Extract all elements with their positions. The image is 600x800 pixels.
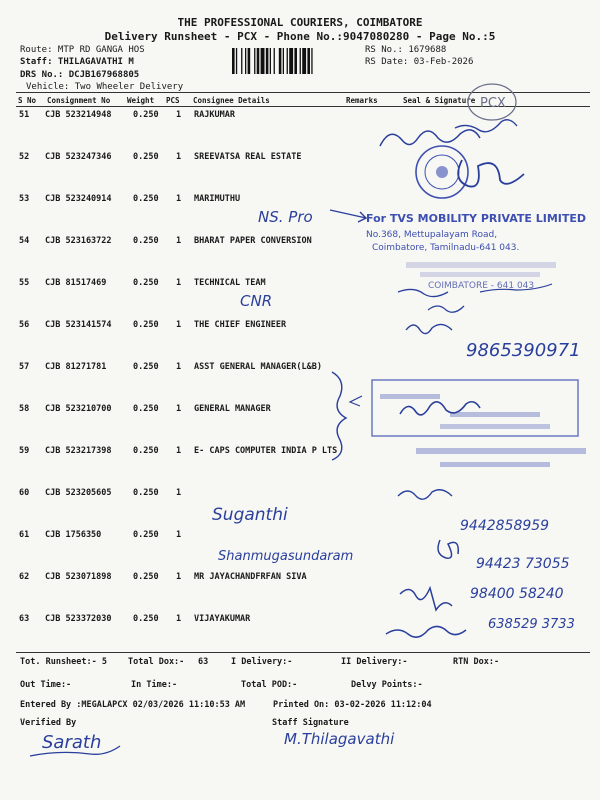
row-pcs: 1 [176,152,182,162]
row-consignment: CJB 523071898 [45,572,112,582]
row-sno: 58 [19,404,30,414]
signature-scribble [406,324,452,333]
row-weight: 0.250 [133,320,159,330]
vehicle-label: Vehicle: Two Wheeler Delivery [26,82,184,92]
row-consignment: CJB 523372030 [45,614,112,624]
signature-scribble [386,626,466,637]
phone-r61: 94423 73055 [476,556,570,572]
row-sno: 61 [19,530,30,540]
row-sno: 60 [19,488,30,498]
phone-r56: 9865390971 [466,340,581,361]
verified-signature: Sarath [42,732,102,753]
signature-scribble [380,130,480,146]
col-sno: S No [18,96,37,105]
i-delivery: I Delivery:- [231,657,293,667]
total-pod: Total POD:- [241,680,298,690]
signature-scribble [438,540,458,558]
bsnl-stamp [372,380,578,436]
row-sno: 54 [19,236,30,246]
name-suganthi: Suganthi [212,505,288,525]
row-pcs: 1 [176,278,182,288]
row-weight: 0.250 [133,614,159,624]
row-weight: 0.250 [133,236,159,246]
row-weight: 0.250 [133,278,159,288]
address-stamp [406,262,556,291]
tot-runsheet: Tot. Runsheet:- 5 [20,657,107,667]
row-pcs: 1 [176,446,182,456]
col-seal: Seal & Signature [403,96,476,105]
row-consignee: THE CHIEF ENGINEER [194,320,287,330]
row-consignment: CJB 1756350 [45,530,102,540]
ii-delivery: II Delivery:- [341,657,408,667]
col-consignment: Consignment No [47,96,111,105]
row-weight: 0.250 [133,362,159,372]
row-consignee: MARIMUTHU [194,194,241,204]
row-consignment: CJB 523240914 [45,194,112,204]
row-sno: 56 [19,320,30,330]
row-pcs: 1 [176,236,182,246]
col-consignee: Consignee Details [193,96,270,105]
printed-on: Printed On: 03-02-2026 11:12:04 [273,700,432,710]
round-seal [416,146,468,198]
phone-r60: 9442858959 [460,518,550,534]
tvs-stamp-line1: For TVS MOBILITY PRIVATE LIMITED [366,212,587,225]
row-sno: 55 [19,278,30,288]
staff-handwritten-signature: M.Thilagavathi [284,730,395,748]
in-time: In Time:- [131,680,178,690]
staff-label: Staff: THILAGAVATHI M [20,57,134,67]
route-label: Route: MTP RD GANGA HOS [20,45,145,55]
rs-date: RS Date: 03-Feb-2026 [365,57,474,67]
row-pcs: 1 [176,110,182,120]
row-sno: 51 [19,110,30,120]
remark-cnr: CNR [240,292,273,310]
signature-scribble [398,490,452,499]
tvs-stamp-line3: Coimbatore, Tamilnadu-641 043. [372,243,520,253]
phone-r63: 638529 3733 [488,617,575,632]
address-stamp-line: COIMBATORE - 641 043 [428,281,535,291]
col-remarks: Remarks [346,96,378,105]
row-sno: 52 [19,152,30,162]
signature-scribble [400,588,452,610]
row-consignee: SREEVATSA REAL ESTATE [194,152,302,162]
company-title: THE PROFESSIONAL COURIERS, COIMBATORE [177,16,423,29]
row-consignment: CJB 523247346 [45,152,112,162]
row-consignment: CJB 523163722 [45,236,112,246]
row-sno: 63 [19,614,30,624]
row-consignee: VIJAYAKUMAR [194,614,251,624]
row-pcs: 1 [176,320,182,330]
row-weight: 0.250 [133,152,159,162]
row-consignee: E- CAPS COMPUTER INDIA P LTS [194,446,338,456]
row-pcs: 1 [176,404,182,414]
verified-by-label: Verified By [20,718,77,728]
out-time: Out Time:- [20,680,72,690]
row-consignee: TECHNICAL TEAM [194,278,266,288]
row-pcs: 1 [176,362,182,372]
col-pcs: PCS [166,96,180,105]
arrow-mark [330,210,366,222]
row-pcs: 1 [176,614,182,624]
row-sno: 57 [19,362,30,372]
row-consignment: CJB 81517469 [45,278,107,288]
row-consignment: CJB 523214948 [45,110,112,120]
row-pcs: 1 [176,488,182,498]
ecaps-stamp [416,448,586,467]
row-weight: 0.250 [133,110,159,120]
remark-ns-pro: NS. Pro [258,208,313,226]
staff-signature-label: Staff Signature [272,718,349,728]
row-consignee: ASST GENERAL MANAGER(L&B) [194,362,322,372]
name-shanmugasundaram: Shanmugasundaram [218,549,354,564]
row-sno: 59 [19,446,30,456]
row-weight: 0.250 [133,488,159,498]
row-consignment: CJB 81271781 [45,362,107,372]
arrow-mark [350,396,362,406]
row-pcs: 1 [176,194,182,204]
runsheet-subtitle: Delivery Runsheet - PCX - Phone No.:9047080280 - Page No.:5 [104,30,496,43]
row-sno: 53 [19,194,30,204]
row-weight: 0.250 [133,446,159,456]
total-dox-label: Total Dox:- [128,657,185,667]
row-weight: 0.250 [133,194,159,204]
row-consignment: CJB 523217398 [45,446,112,456]
total-dox-value: 63 [198,657,209,667]
signature-scribble [428,306,464,312]
row-consignment: CJB 523210700 [45,404,112,414]
row-consignee: BHARAT PAPER CONVERSION [194,236,312,246]
delvy-points: Delvy Points:- [351,680,423,690]
pcx-stamp [468,84,516,120]
row-sno: 62 [19,572,30,582]
row-consignee: GENERAL MANAGER [194,404,271,414]
row-pcs: 1 [176,572,182,582]
rs-number: RS No.: 1679688 [365,45,447,55]
col-weight: Weight [127,96,155,105]
row-consignment: CJB 523141574 [45,320,112,330]
pcx-stamp-text: PCX [480,96,506,111]
bracket-mark [332,372,346,460]
row-weight: 0.250 [133,530,159,540]
entered-by: Entered By :MEGALAPCX 02/03/2026 11:10:53 AM [20,700,246,710]
row-consignment: CJB 523205605 [45,488,112,498]
phone-r62: 98400 58240 [470,586,564,602]
signature-scribble [455,120,517,132]
row-weight: 0.250 [133,572,159,582]
rtn-dox: RTN Dox:- [453,657,500,667]
row-consignee: MR JAYACHANDFRFAN SIVA [194,572,307,582]
row-weight: 0.250 [133,404,159,414]
drs-number: DRS No.: DCJB167968805 [20,70,140,80]
tvs-stamp-line2: No.368, Mettupalayam Road, [366,230,498,240]
tvs-stamp [366,212,586,253]
row-pcs: 1 [176,530,182,540]
row-consignee: RAJKUMAR [194,110,235,120]
